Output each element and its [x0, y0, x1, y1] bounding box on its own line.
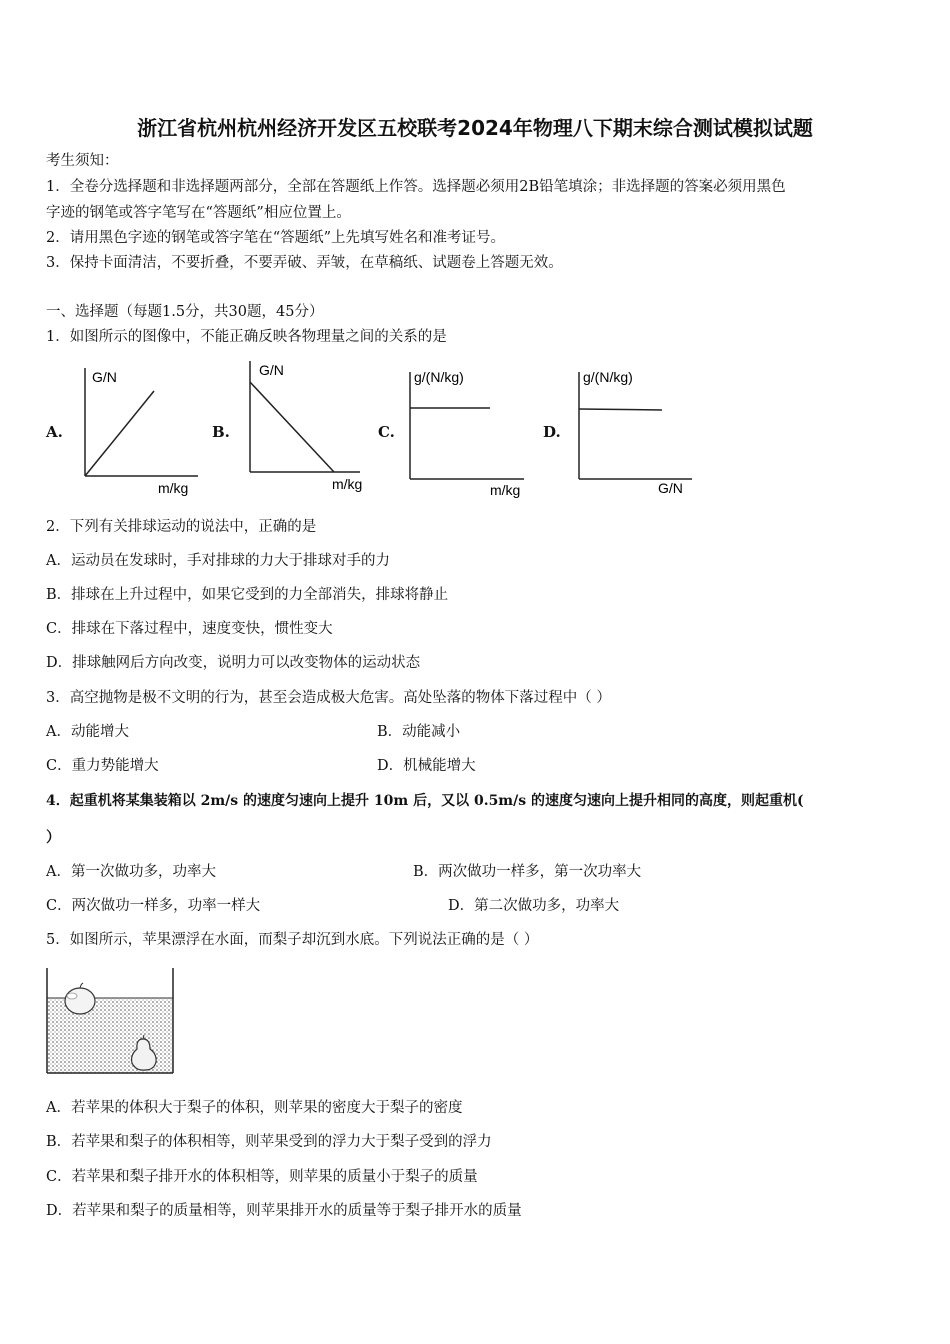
graph-d-label: D. — [543, 423, 561, 441]
question-3-option: B．动能减小 — [377, 724, 461, 740]
question-2-stem: 2．下列有关排球运动的说法中，正确的是 — [46, 519, 317, 535]
question-4-stem-end: ） — [46, 829, 61, 846]
graph-c-xlabel: m/kg — [490, 482, 521, 498]
graph-b — [234, 355, 374, 495]
question-5-option: B．若苹果和梨子的体积相等，则苹果受到的浮力大于梨子受到的浮力 — [46, 1134, 492, 1150]
graph-c-label: C. — [378, 423, 395, 441]
notice-item: 字迹的钢笔或答字笔写在“答题纸”相应位置上。 — [46, 205, 351, 221]
graph-a-ylabel: G/N — [92, 369, 117, 385]
section-heading: 一、选择题（每题1.5分，共30题，45分） — [46, 304, 324, 320]
question-4-option: C．两次做功一样多，功率一样大 — [46, 898, 261, 914]
notice-item: 1．全卷分选择题和非选择题两部分，全部在答题纸上作答。选择题必须用2B铅笔填涂；非选择题的答案必须用黑色 — [46, 179, 786, 195]
question-2-option: D．排球触网后方向改变，说明力可以改变物体的运动状态 — [46, 655, 421, 671]
graph-b-line — [250, 382, 334, 472]
graph-d — [566, 362, 706, 502]
question-5-option: A．若苹果的体积大于梨子的体积，则苹果的密度大于梨子的密度 — [46, 1100, 463, 1116]
graph-d-xlabel: G/N — [658, 480, 683, 496]
question-4-stem: 4．起重机将某集装箱以 2m/s 的速度匀速向上提升 10m 后，又以 0.5m/s 的速度匀速向上提升相同的高度，则起重机( — [46, 793, 804, 809]
question-3-option: A．动能增大 — [46, 724, 129, 740]
graph-a-xlabel: m/kg — [158, 480, 189, 496]
notice-item: 3．保持卡面清洁，不要折叠，不要弄破、弄皱，在草稿纸、试题卷上答题无效。 — [46, 255, 563, 271]
question-4-option: A．第一次做功多，功率大 — [46, 864, 216, 880]
question-2-option: C．排球在下落过程中，速度变快，惯性变大 — [46, 621, 333, 637]
question-3-option: D．机械能增大 — [377, 758, 476, 774]
notice-item: 2．请用黑色字迹的钢笔或答字笔在“答题纸”上先填写姓名和准考证号。 — [46, 230, 506, 246]
apple-pear-figure — [40, 965, 185, 1080]
question-4-option: B．两次做功一样多，第一次功率大 — [413, 864, 642, 880]
graph-b-label: B. — [212, 423, 230, 441]
question-4-option: D．第二次做功多，功率大 — [448, 898, 620, 914]
graph-a-line — [85, 391, 154, 476]
question-2-option: A．运动员在发球时，手对排球的力大于排球对手的力 — [46, 553, 390, 569]
question-5-option: D．若苹果和梨子的质量相等，则苹果排开水的质量等于梨子排开水的质量 — [46, 1203, 522, 1219]
graph-c — [396, 362, 536, 502]
question-2-option: B．排球在上升过程中，如果它受到的力全部消失，排球将静止 — [46, 587, 449, 603]
question-1-stem: 1．如图所示的图像中，不能正确反映各物理量之间的关系的是 — [46, 329, 447, 345]
graph-a — [70, 360, 210, 500]
question-3-option: C．重力势能增大 — [46, 758, 159, 774]
graph-b-xlabel: m/kg — [332, 476, 363, 492]
graph-d-ylabel: g/(N/kg) — [583, 369, 633, 385]
graph-a-label: A. — [46, 423, 63, 441]
question-5-stem: 5．如图所示，苹果漂浮在水面，而梨子却沉到水底。下列说法正确的是（ ） — [46, 932, 539, 948]
graph-b-ylabel: G/N — [259, 362, 284, 378]
graph-c-ylabel: g/(N/kg) — [414, 369, 464, 385]
question-3-stem: 3．高空抛物是极不文明的行为，甚至会造成极大危害。高处坠落的物体下落过程中（ ） — [46, 690, 611, 706]
question-5-option: C．若苹果和梨子排开水的体积相等，则苹果的质量小于梨子的质量 — [46, 1169, 478, 1185]
graph-d-line — [579, 409, 662, 410]
page-title: 浙江省杭州杭州经济开发区五校联考2024年物理八下期末综合测试模拟试题 — [137, 116, 813, 140]
apple-icon — [65, 983, 95, 1014]
notice-heading: 考生须知： — [46, 153, 119, 169]
